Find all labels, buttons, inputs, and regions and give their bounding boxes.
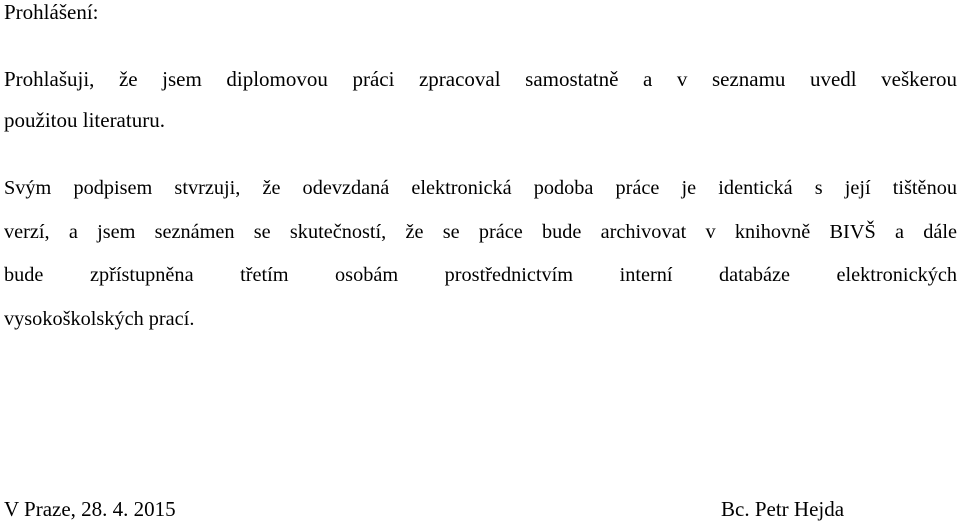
paragraph-line: vysokoškolských prací. [4, 307, 195, 330]
declaration-paragraph-electronic-copy [4, 167, 957, 341]
declaration-paragraph-authorship [4, 59, 957, 141]
paragraph-line: použitou literaturu. [4, 108, 165, 132]
place-and-date: V Praze, 28. 4. 2015 [4, 497, 176, 521]
paragraph-line: verzí, a jsem seznámen se skutečností, že se práce bude archivovat v knihovně BIVŠ a dále [4, 220, 957, 243]
paragraph-line: Prohlašuji, že jsem diplomovou práci zpracoval samostatně a v seznamu uvedl veškerou [4, 67, 957, 91]
page-title: Prohlášení: [4, 0, 99, 24]
paragraph-line: bude zpřístupněna třetím osobám prostřednictvím interní databáze elektronických [4, 264, 957, 286]
paragraph-line: Svým podpisem stvrzuji, že odevzdaná elektronická podoba práce je identická s její tištěnou [4, 177, 957, 199]
author-signature: Bc. Petr Hejda [721, 497, 845, 521]
